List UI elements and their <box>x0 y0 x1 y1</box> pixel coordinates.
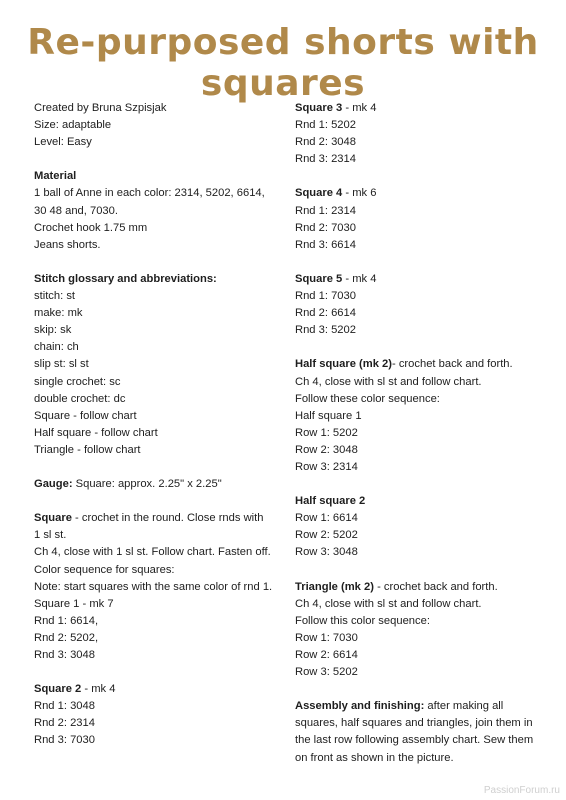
half-square-2-line: Row 2: 5202 <box>295 529 358 542</box>
half-square-2-line: Row 3: 3048 <box>295 546 358 559</box>
square-label: Square <box>34 512 72 525</box>
material-heading: Material <box>34 170 77 183</box>
half-square-line: Row 1: 5202 <box>295 426 358 439</box>
square-line: Rnd 2: 5202, <box>34 631 99 644</box>
glossary-item: double crochet: dc <box>34 392 126 405</box>
level-line: Level: Easy <box>34 136 92 149</box>
glossary-item: chain: ch <box>34 341 79 354</box>
size-line: Size: adaptable <box>34 119 112 132</box>
square-4-line: Rnd 1: 2314 <box>295 204 356 217</box>
gauge-line <box>34 476 270 493</box>
glossary-item: Half square - follow chart <box>34 426 158 439</box>
square-line: Square 1 - mk 7 <box>34 597 114 610</box>
glossary-item: Triangle - follow chart <box>34 443 141 456</box>
half-square-line: Row 2: 3048 <box>295 443 358 456</box>
watermark: PassionForum.ru <box>483 785 560 796</box>
triangle-line: Row 3: 5202 <box>295 666 358 679</box>
half-square-2-line: Row 1: 6614 <box>295 512 358 525</box>
square-intro <box>34 510 270 544</box>
triangle-line: Follow this color sequence: <box>295 614 430 627</box>
right-column <box>295 100 535 767</box>
square-4-heading: Square 4 - mk 6 <box>295 187 377 200</box>
square-2-line: Rnd 2: 2314 <box>34 717 95 730</box>
credit-line: Created by Bruna Szpisjak <box>34 102 167 114</box>
square-2-heading: Square 2 - mk 4 <box>34 683 116 696</box>
half-square-2-heading: Half square 2 <box>295 495 366 508</box>
glossary-heading: Stitch glossary and abbreviations: <box>34 272 217 285</box>
left-column <box>34 100 273 750</box>
square-line: Rnd 1: 6614, <box>34 614 99 627</box>
glossary-item: Square - follow chart <box>34 409 137 422</box>
assembly-paragraph: Assembly and finishing: after making all squares, half squares and triangles, join them in the last row following assembly chart. Sew them on front as shown in the picture. <box>295 700 534 764</box>
triangle-line: Ch 4, close with sl st and follow chart. <box>295 597 482 610</box>
glossary-item: slip st: sl st <box>34 358 89 371</box>
square-4-line: Rnd 3: 6614 <box>295 238 356 251</box>
glossary-item: skip: sk <box>34 324 72 337</box>
glossary-item: stitch: st <box>34 290 76 303</box>
square-line: Color sequence for squares: <box>34 563 175 576</box>
half-square-heading: Half square (mk 2)- crochet back and forth. <box>295 358 513 371</box>
square-5-line: Rnd 3: 5202 <box>295 324 356 337</box>
square-3-line: Rnd 3: 2314 <box>295 153 356 166</box>
glossary-item: single crochet: sc <box>34 375 121 388</box>
material-line: Jeans shorts. <box>34 238 101 251</box>
material-line: Crochet hook 1.75 mm <box>34 221 148 234</box>
square-line: Rnd 3: 3048 <box>34 649 95 661</box>
half-square-line: Ch 4, close with sl st and follow chart. <box>295 375 482 388</box>
square-3-heading: Square 3 - mk 4 <box>295 102 377 114</box>
gauge-label: Gauge: <box>34 478 73 491</box>
glossary-item: make: mk <box>34 307 83 320</box>
material-line: 30 48 and, 7030. <box>34 204 118 217</box>
square-line: Ch 4, close with 1 sl st. Follow chart. Fasten off. <box>34 546 271 559</box>
square-2-line: Rnd 3: 7030 <box>34 734 95 747</box>
triangle-heading: Triangle (mk 2) - crochet back and forth. <box>295 580 498 593</box>
square-5-line: Rnd 1: 7030 <box>295 290 356 303</box>
triangle-line: Row 1: 7030 <box>295 631 358 644</box>
triangle-line: Row 2: 6614 <box>295 649 358 661</box>
square-2-line: Rnd 1: 3048 <box>34 700 95 713</box>
square-line: Note: start squares with the same color of rnd 1. <box>34 580 273 593</box>
half-square-line: Follow these color sequence: <box>295 392 440 405</box>
square-4-line: Rnd 2: 7030 <box>295 221 356 234</box>
material-line: 1 ball of Anne in each color: 2314, 5202, 6614, <box>34 187 265 200</box>
square-5-heading: Square 5 - mk 4 <box>295 272 377 285</box>
half-square-line: Half square 1 <box>295 409 362 422</box>
square-5-line: Rnd 2: 6614 <box>295 307 356 320</box>
gauge-text: Square: approx. 2.25" x 2.25" <box>72 478 222 491</box>
square-3-line: Rnd 2: 3048 <box>295 136 356 149</box>
half-square-line: Row 3: 2314 <box>295 460 358 473</box>
page-title: Re-purposed shorts with squares <box>27 22 539 104</box>
square-text: - crochet in the round. Close rnds with 1 sl st. <box>34 512 264 542</box>
square-3-line: Rnd 1: 5202 <box>295 119 356 132</box>
